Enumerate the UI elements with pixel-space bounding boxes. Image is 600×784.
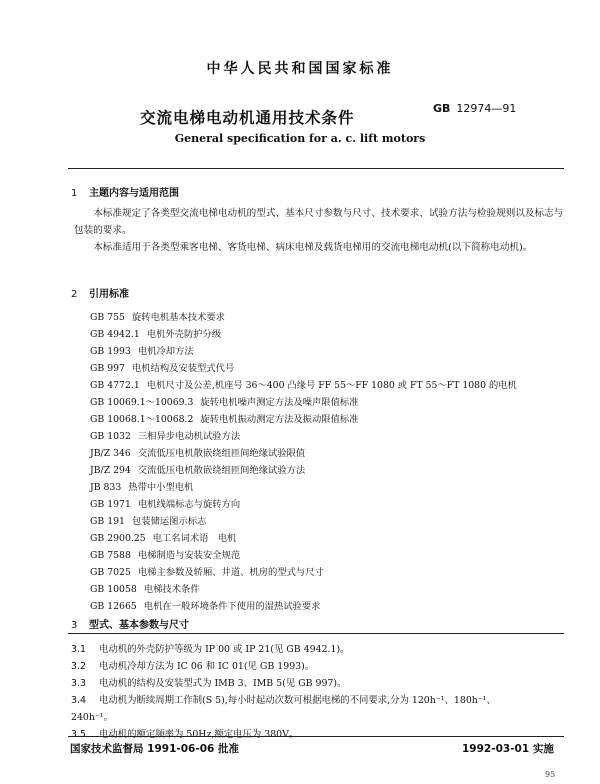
standard-title: 三相异步电动机试验方法: [137, 431, 241, 442]
standard-code: GB 10068.1～10068.2: [90, 414, 194, 425]
standard-code: GB 1971: [90, 499, 131, 510]
standard-code: JB/Z 346: [90, 448, 131, 459]
paragraph: 本标准规定了各类型交流电梯电动机的型式、基本尺寸参数与尺寸、技术要求、试验方法与检验规则以及标志与包装的要求。: [74, 208, 564, 236]
standard-title: 电机外壳防护分级: [146, 329, 222, 340]
standard-title: 电机尺寸及公差,机座号 36～400 凸缘号 FF 55～FF 1080 或 FT 55～FT 1080 的电机: [146, 380, 517, 391]
standard-title: 旋转电机噪声测定方法及噪声限值标准: [200, 397, 359, 408]
clause: [71, 692, 564, 726]
standard-title: 电机冷却方法: [137, 346, 194, 357]
standard-title: 交流低压电机散嵌绕组匝间绝缘试验限值: [137, 448, 306, 459]
referenced-standard: [90, 598, 320, 612]
standard-title: 旋转电机振动测定方法及振动限值标准: [200, 414, 359, 425]
standard-title: 电工名词术语 电机: [152, 533, 237, 544]
section-number: 2: [71, 289, 78, 300]
section-title: 引用标准: [89, 289, 129, 300]
standard-title: 电机结构及安装型式代号: [131, 363, 235, 374]
clause-number: 3.3: [71, 678, 86, 689]
standard-code: GB 4942.1: [90, 329, 140, 340]
referenced-standard: [90, 360, 234, 374]
standard-code: GB 4772.1: [90, 380, 140, 391]
standard-title: 电机线端标志与旋转方向: [137, 499, 241, 510]
standard-title: 电梯制造与安装安全规范: [137, 550, 241, 561]
clause-text: 电动机的结构及安装型式为 IMB 3、IMB 5(见 GB 997)。: [99, 678, 347, 689]
clause: [71, 658, 564, 675]
clause-text: 电动机为断续周期工作制(S 5),每小时起动次数可根据电梯的不同要求,分为 120h⁻¹、180h⁻¹、: [99, 695, 496, 706]
clause-number: 3.4: [71, 695, 86, 706]
clause-text: 电动机冷却方法为 IC 06 和 IC 01(见 GB 1993)。: [99, 661, 315, 672]
clause-text: 电动机的外壳防护等级为 IP 00 或 IP 21(见 GB 4942.1)。: [99, 644, 350, 655]
referenced-standard: [90, 564, 324, 578]
page-number: 95: [545, 770, 556, 779]
referenced-standard: [90, 326, 221, 340]
referenced-standard: [90, 377, 517, 391]
referenced-standard: [90, 547, 240, 561]
standard-code-prefix: GB: [433, 102, 451, 115]
standard-code: [433, 102, 516, 115]
referenced-standard: [90, 343, 194, 357]
referenced-standard: [90, 394, 358, 408]
referenced-standard: [90, 496, 240, 510]
clause-text: 电动机的额定频率为 50Hz,额定电压为 380V。: [99, 729, 299, 740]
standard-title: 电梯主参数及轿厢、井道、机房的型式与尺寸: [137, 567, 324, 578]
referenced-standard: [90, 479, 193, 493]
english-title: General specification for a. c. lift motors: [174, 132, 426, 145]
standard-code: JB/Z 294: [90, 465, 131, 476]
document-title: 交流电梯电动机通用技术条件: [140, 109, 355, 127]
paragraph: 本标准适用于各类型乘客电梯、客货电梯、病床电梯及载货电梯用的交流电梯电动机(以下简称电动机)。: [93, 242, 533, 253]
standard-code: GB 1993: [90, 346, 131, 357]
standard-code: JB 833: [90, 482, 122, 493]
section-3-heading: [71, 616, 189, 631]
standard-code: GB 7025: [90, 567, 131, 578]
referenced-standard: [90, 462, 305, 476]
standard-code: GB 10069.1～10069.3: [90, 397, 194, 408]
section-2-heading: [71, 285, 129, 300]
clause: [71, 641, 564, 658]
standard-code: GB 10058: [90, 584, 137, 595]
clause: [71, 675, 564, 692]
standard-code-number: 12974—91: [456, 102, 517, 115]
standard-code: GB 7588: [90, 550, 131, 561]
clause-number: 3.5: [71, 729, 86, 740]
standard-title: 电梯技术条件: [143, 584, 200, 595]
clause-number: 3.1: [71, 644, 86, 655]
footer-divider: [68, 736, 564, 737]
referenced-standard: [90, 411, 358, 425]
referenced-standard: [90, 428, 240, 442]
standard-title: 热带中小型电机: [128, 482, 194, 493]
section-1-body: [74, 205, 564, 256]
referenced-standard: [90, 309, 225, 323]
section-1-heading: [71, 184, 179, 199]
effective-date: 1992-03-01 实施: [462, 743, 554, 755]
referenced-standard: [90, 445, 305, 459]
standard-code: GB 1032: [90, 431, 131, 442]
approval-date: 国家技术监督局 1991-06-06 批准: [70, 743, 239, 755]
standard-code: GB 12665: [90, 601, 137, 612]
referenced-standard: [90, 513, 206, 527]
standard-code: GB 755: [90, 312, 125, 323]
standard-code: GB 997: [90, 363, 125, 374]
section-number: 1: [71, 188, 78, 199]
section-title: 主题内容与适用范围: [89, 188, 179, 199]
standard-title: 包装储运图示标志: [131, 516, 207, 527]
section-title: 型式、基本参数与尺寸: [89, 620, 189, 631]
clause-number: 3.2: [71, 661, 86, 672]
section-3-divider: [68, 633, 564, 634]
standard-title: 电机在一般环境条件下使用的湿热试验要求: [143, 601, 321, 612]
standard-title: 交流低压电机散嵌绕组匝间绝缘试验方法: [137, 465, 306, 476]
referenced-standard: [90, 530, 236, 544]
national-standard-heading: 中华人民共和国国家标准: [206, 61, 394, 77]
standard-code: GB 191: [90, 516, 125, 527]
referenced-standard: [90, 581, 200, 595]
clause-continuation: 240h⁻¹。: [71, 712, 114, 723]
standard-title: 旋转电机基本技术要求: [131, 312, 225, 323]
header-divider: [68, 168, 564, 169]
section-number: 3: [71, 620, 78, 631]
standard-code: GB 2900.25: [90, 533, 146, 544]
